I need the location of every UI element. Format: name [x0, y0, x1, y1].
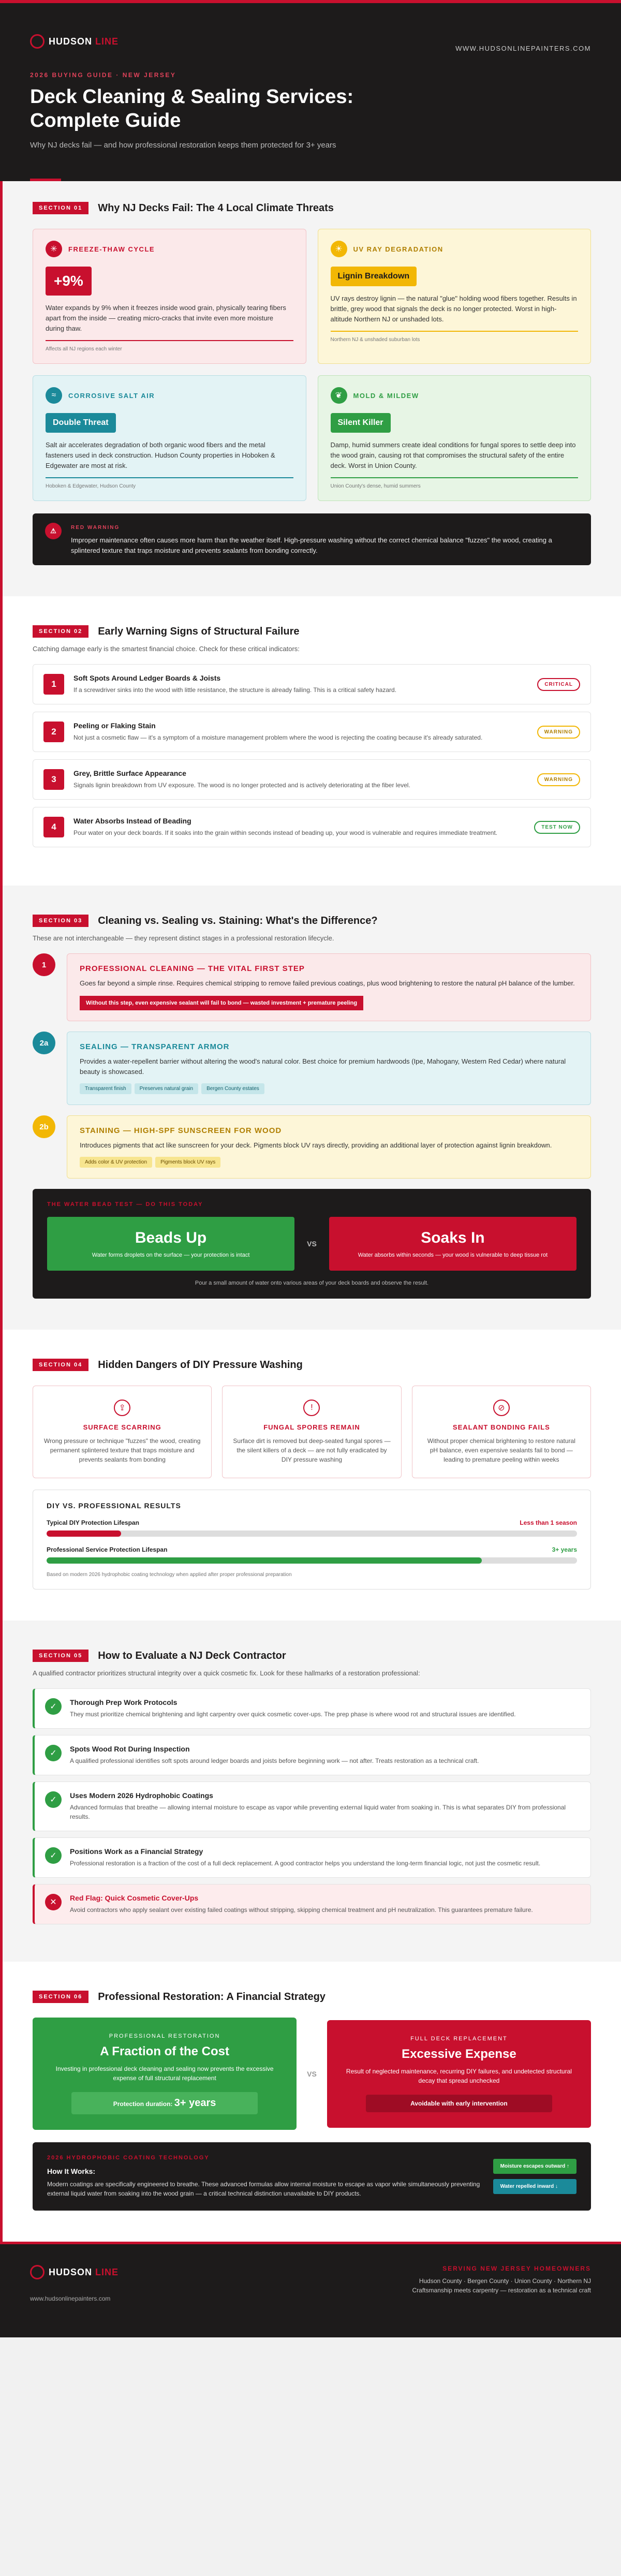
avoidable-value: early intervention [455, 2099, 508, 2107]
section-title: Cleaning vs. Sealing vs. Staining: What's the Difference? [98, 915, 378, 926]
beads-up-box [47, 1217, 294, 1271]
step-title: STAINING — HIGH-SPF SUNSCREEN FOR WOOD [80, 1126, 282, 1135]
check-icon: ✓ [45, 1698, 62, 1715]
danger-text: Surface dirt is removed but deep-seated fungal spores — the silent killers of a deck — are not fully eradicated by DIY pressure washing [233, 1437, 391, 1463]
wave-icon: ≈ [46, 387, 62, 404]
sign-text: Not just a cosmetic flaw — it's a symptom of a moisture management problem where the wood is rejecting the coating because it's already saturated. [73, 734, 483, 741]
step-chip: Transparent finish [80, 1083, 131, 1094]
tech-subtitle: How It Works: [47, 2167, 96, 2175]
step-chip: Pigments block UV rays [155, 1157, 220, 1168]
section-title: Early Warning Signs of Structural Failure [98, 625, 300, 637]
checklist-item [33, 1782, 591, 1831]
threat-chip: Lignin Breakdown [331, 267, 417, 286]
logo-text-a: HUDSON [49, 36, 93, 47]
vs-label: VS [307, 1240, 317, 1248]
check-title: Thorough Prep Work Protocols [70, 1698, 178, 1706]
sun-icon: ☀ [331, 241, 347, 257]
beads-up-text: Water forms droplets on the surface — your protection is intact [92, 1252, 250, 1258]
check-icon: ✓ [45, 1745, 62, 1761]
check-icon: ✓ [45, 1791, 62, 1808]
step-number: 2b [33, 1115, 55, 1138]
threat-text: Water expands by 9% when it freezes inside wood grain, physically tearing fibers apart from the inside — creating micro-cracks that invite even more moisture during thaw. [46, 304, 286, 332]
checklist-red-flag [33, 1884, 591, 1924]
restoration-title: A Fraction of the Cost [100, 2044, 229, 2058]
check-text: They must prioritize chemical brightening and light carpentry over quick cosmetic cover-ups. The prep phase is where wood rot and structural issues are identified. [70, 1711, 516, 1718]
hero [0, 0, 621, 181]
step-sealing [33, 1032, 591, 1105]
step-number: 1 [33, 953, 55, 976]
pro-bar-fill [47, 1557, 482, 1564]
step-text: Introduces pigments that act like sunscreen for your deck. Pigments block UV rays directly, providing an additional layer of protection against lignin breakdown. [80, 1141, 552, 1149]
footer-logo-b: LINE [92, 2266, 119, 2277]
protection-duration-label: Protection duration: [113, 2100, 174, 2108]
danger-card [33, 1386, 212, 1478]
section-title: Hidden Dangers of DIY Pressure Washing [98, 1359, 303, 1371]
soaks-in-text: Water absorbs within seconds — your wood is vulnerable to deep tissue rot [358, 1252, 548, 1258]
section-tag: SECTION 01 [33, 202, 88, 214]
water-bead-test [33, 1189, 591, 1299]
step-cleaning [33, 953, 591, 1021]
diy-label: Typical DIY Protection Lifespan [47, 1519, 139, 1526]
check-text: A qualified professional identifies soft spots around ledger boards and joists before beginning work — not after. Treats restoration as a technical craft. [70, 1757, 479, 1764]
check-text: Professional restoration is a fraction of the cost of a full deck replacement. A good contractor helps you understand the long-term financial logic, not just the cosmetic result. [70, 1860, 541, 1867]
threat-note: Northern NJ & unshaded suburban lots [331, 331, 579, 343]
protection-duration-value: 3+ years [174, 2097, 216, 2109]
threat-note: Union County's dense, humid summers [331, 477, 579, 489]
footer-tagline: Craftsmanship meets carpentry — restoration as a technical craft [412, 2287, 591, 2294]
footer [0, 2242, 621, 2337]
restoration-kicker: PROFESSIONAL RESTORATION [109, 2033, 220, 2039]
threat-chip: +9% [46, 267, 92, 296]
diy-bar-track [47, 1530, 577, 1537]
threat-grid [33, 229, 591, 501]
replacement-text: Result of neglected maintenance, recurring DIY failures, and undetected structural decay that spread unchecked [346, 2067, 572, 2084]
section-title: Why NJ Decks Fail: The 4 Local Climate Threats [98, 202, 334, 214]
sign-badge: WARNING [537, 726, 580, 739]
checklist-item [33, 1735, 591, 1775]
checklist-item [33, 1688, 591, 1729]
sign-number: 3 [43, 769, 64, 790]
step-text: Provides a water-repellent barrier without altering the wood's natural color. Best choice for premium hardwoods (Ipe, Mahogany, Western Red Cedar) where natural beauty is showcased. [80, 1057, 566, 1076]
restoration-box [33, 2018, 297, 2130]
sign-title: Water Absorbs Instead of Beading [73, 817, 191, 825]
section-title: How to Evaluate a NJ Deck Contractor [98, 1650, 286, 1661]
tech-title: 2026 HYDROPHOBIC COATING TECHNOLOGY [47, 2155, 210, 2161]
cloud-upload-icon: ⇪ [114, 1400, 130, 1416]
hero-kicker: 2026 BUYING GUIDE · NEW JERSEY [30, 71, 176, 79]
sign-title: Peeling or Flaking Stain [73, 722, 156, 730]
check-text: Advanced formulas that breathe — allowing internal moisture to escape as vapor while preventing external liquid water from soaking in. This is what separates DIY from professional results. [70, 1804, 566, 1820]
tech-text: Modern coatings are specifically engineered to breathe. These advanced formulas allow internal moisture to escape as vapor while simultaneously preventing external liquid water from soaking into the wood grain — a critical technical distinction unavailable to DIY products. [47, 2181, 480, 2197]
step-chip: Preserves natural grain [135, 1083, 198, 1094]
threat-card-uv [318, 229, 592, 364]
step-text: Goes far beyond a simple rinse. Requires chemical stripping to remove failed previous coatings, plus wood brightening to restore the natural pH balance of the lumber. [80, 979, 575, 987]
diy-value: Less than 1 season [520, 1519, 577, 1526]
section-intro: These are not interchangeable — they represent distinct stages in a professional restoration lifecycle. [33, 934, 334, 942]
sign-text: If a screwdriver sinks into the wood with little resistance, the structure is already failing. This is a critical safety hazard. [73, 686, 397, 694]
restoration-text: Investing in professional deck cleaning and sealing now prevents the excessive expense of full structural replacement [55, 2065, 274, 2082]
section-header [33, 1650, 591, 1662]
section-header [33, 915, 591, 927]
section-header [33, 625, 591, 638]
sign-number: 2 [43, 722, 64, 742]
moisture-escapes-badge: Moisture escapes outward ↑ [493, 2159, 576, 2174]
warning-sign-item [33, 759, 591, 800]
section-warning-signs [0, 596, 621, 886]
section-intro: Catching damage early is the smartest financial choice. Check for these critical indicators: [33, 645, 300, 653]
section-diy-dangers [0, 1330, 621, 1621]
step-title: PROFESSIONAL CLEANING — THE VITAL FIRST STEP [80, 964, 305, 973]
protection-duration [71, 2092, 258, 2114]
footer-logo-text [49, 2267, 119, 2278]
pro-value: 3+ years [552, 1546, 577, 1553]
sign-text: Signals lignin breakdown from UV exposure. The wood is no longer protected and is actively deteriorating at the fiber level. [73, 782, 410, 789]
pro-bar-track [47, 1557, 577, 1564]
warning-icon: ⚠ [45, 523, 62, 539]
sign-title: Grey, Brittle Surface Appearance [73, 769, 186, 777]
threat-card-freeze [33, 229, 306, 364]
check-title: Positions Work as a Financial Strategy [70, 1847, 203, 1856]
danger-title: SURFACE SCARRING [83, 1423, 161, 1431]
danger-title: FUNGAL SPORES REMAIN [263, 1423, 360, 1431]
page-subtitle: Why NJ decks fail — and how professional restoration keeps them protected for 3+ years [30, 141, 336, 150]
sign-badge: WARNING [537, 773, 580, 786]
sign-badge: TEST NOW [534, 821, 580, 834]
logo-mark-icon [30, 2265, 45, 2279]
footer-counties: Hudson County · Bergen County · Union County · Northern NJ [419, 2277, 591, 2285]
threat-chip: Silent Killer [331, 413, 391, 433]
avoidable-label: Avoidable with [410, 2099, 456, 2107]
section-tag: SECTION 05 [33, 1650, 88, 1662]
step-warning-bar: Without this step, even expensive sealant will fail to bond — wasted investment + premature peeling [80, 996, 363, 1010]
eye-off-icon: ⊘ [493, 1400, 510, 1416]
sign-badge: CRITICAL [537, 678, 580, 691]
financial-compare [33, 2018, 591, 2130]
footer-title: SERVING NEW JERSEY HOMEOWNERS [442, 2265, 591, 2272]
snowflake-icon: ✳ [46, 241, 62, 257]
section-climate-threats [0, 181, 621, 596]
step-card [67, 1032, 591, 1105]
water-test-footnote: Pour a small amount of water onto various areas of your deck boards and observe the result. [195, 1280, 429, 1286]
step-staining [33, 1115, 591, 1179]
danger-grid [33, 1386, 591, 1478]
danger-card [222, 1386, 401, 1478]
diy-bar-fill [47, 1530, 121, 1537]
section-header [33, 1991, 591, 2003]
step-chip: Bergen County estates [201, 1083, 264, 1094]
danger-text: Without proper chemical brightening to restore natural pH balance, even expensive sealants fail to bond — leading to premature peeling within weeks [427, 1437, 575, 1463]
alert-title: RED WARNING [71, 525, 120, 531]
alert-text: Improper maintenance often causes more harm than the weather itself. High-pressure washing without the correct chemical balance "fuzzes" the wood, creating a splintered texture that traps moisture and prevents sealants from bonding correctly. [71, 536, 552, 554]
logo-text [49, 36, 119, 47]
threat-title: MOLD & MILDEW [353, 391, 419, 400]
threat-text: Salt air accelerates degradation of both organic wood fibers and the metal fasteners used in deck construction. Hudson County properties in Hoboken & Edgewater are most at risk. [46, 441, 275, 469]
footer-logo-a: HUDSON [49, 2266, 93, 2277]
hero-accent-bar [30, 179, 61, 181]
step-number: 2a [33, 1032, 55, 1054]
danger-title: SEALANT BONDING FAILS [452, 1423, 550, 1431]
threat-card-mold [318, 375, 592, 501]
beads-up-title: Beads Up [135, 1229, 207, 1246]
water-test-compare [47, 1217, 576, 1271]
danger-card [412, 1386, 591, 1478]
checklist-item [33, 1837, 591, 1878]
threat-note: Hoboken & Edgewater, Hudson County [46, 477, 293, 489]
water-test-title: THE WATER BEAD TEST — DO THIS TODAY [47, 1201, 203, 1208]
page-title: Deck Cleaning & Sealing Services: Complete Guide [30, 86, 354, 131]
check-icon: ✓ [45, 1847, 62, 1864]
warning-sign-item [33, 664, 591, 704]
section-tag: SECTION 04 [33, 1359, 88, 1371]
logo-text-b: LINE [92, 36, 119, 47]
step-chip: Adds color & UV protection [80, 1157, 152, 1168]
soaks-in-title: Soaks In [421, 1229, 485, 1246]
sign-number: 4 [43, 817, 64, 837]
threat-title: CORROSIVE SALT AIR [68, 391, 155, 400]
check-title: Spots Wood Rot During Inspection [70, 1745, 190, 1753]
threat-title: FREEZE-THAW CYCLE [68, 245, 155, 253]
replacement-kicker: FULL DECK REPLACEMENT [410, 2035, 508, 2042]
results-comparison [33, 1490, 591, 1589]
section-intro: A qualified contractor prioritizes structural integrity over a quick cosmetic fix. Look for these hallmarks of a restoration professional: [33, 1669, 420, 1677]
avoidable-note [366, 2095, 552, 2112]
results-footnote: Based on modern 2026 hydrophobic coating technology when applied after proper professional preparation [47, 1572, 292, 1578]
section-header [33, 202, 591, 214]
vs-label: VS [307, 2069, 317, 2078]
section-header [33, 1359, 591, 1371]
step-card [67, 1115, 591, 1179]
tech-badges [493, 2155, 576, 2198]
section-tag: SECTION 06 [33, 1991, 88, 2003]
step-title: SEALING — TRANSPARENT ARMOR [80, 1042, 230, 1051]
pro-label: Professional Service Protection Lifespan [47, 1546, 168, 1553]
threat-chip: Double Threat [46, 413, 116, 433]
warning-sign-item [33, 712, 591, 752]
sign-number: 1 [43, 674, 64, 695]
threat-text: UV rays destroy lignin — the natural "glue" holding wood fibers together. Results in brittle, grey wood that signals the deck is no longer protected. Worst in high-altitude Northern NJ or unshaded lots. [330, 295, 577, 323]
spore-icon: ! [303, 1400, 320, 1416]
red-warning-alert [33, 513, 591, 565]
replacement-title: Excessive Expense [402, 2047, 516, 2061]
results-title: DIY VS. PROFESSIONAL RESULTS [47, 1502, 181, 1510]
threat-note: Affects all NJ regions each winter [46, 340, 293, 352]
section-evaluate-contractor [0, 1621, 621, 1962]
x-icon: ✕ [45, 1894, 62, 1910]
footer-site-link[interactable]: www.hudsonlinepainters.com [30, 2295, 111, 2302]
threat-text: Damp, humid summers create ideal conditions for fungal spores to settle deep into the wood grain, causing rot that compromises the structural safety of the entire deck. Worst in Union County. [330, 441, 576, 469]
coating-tech-panel [33, 2142, 591, 2211]
check-text: Avoid contractors who apply sealant over existing failed coatings without stripping, skipping chemical treatment and pH neutralization. This guarantees premature failure. [70, 1906, 533, 1913]
section-title: Professional Restoration: A Financial Strategy [98, 1991, 326, 2003]
check-title: Red Flag: Quick Cosmetic Cover-Ups [70, 1894, 199, 1902]
footer-service-area [412, 2265, 591, 2294]
check-title: Uses Modern 2026 Hydrophobic Coatings [70, 1791, 213, 1800]
soaks-in-box [329, 1217, 576, 1271]
step-card [67, 953, 591, 1021]
danger-text: Wrong pressure or technique "fuzzes" the wood, creating permanent splintered texture that traps moisture and prevents sealants from bonding [43, 1437, 201, 1463]
section-financial-strategy [0, 1962, 621, 2242]
section-clean-seal-stain [0, 886, 621, 1330]
threat-card-salt [33, 375, 306, 501]
logo-mark-icon [30, 34, 45, 49]
leaf-icon: ❦ [331, 387, 347, 404]
warning-sign-item [33, 807, 591, 847]
site-url-link[interactable]: WWW.HUDSONLINEPAINTERS.COM [455, 45, 591, 52]
sign-title: Soft Spots Around Ledger Boards & Joists [73, 674, 221, 682]
water-repelled-badge: Water repelled inward ↓ [493, 2179, 576, 2194]
section-tag: SECTION 02 [33, 625, 88, 638]
sign-text: Pour water on your deck boards. If it soaks into the grain within seconds instead of beading up, your wood is vulnerable and requires immediate treatment. [73, 829, 498, 836]
replacement-box [327, 2020, 591, 2128]
section-tag: SECTION 03 [33, 915, 88, 927]
threat-title: UV RAY DEGRADATION [353, 245, 443, 253]
